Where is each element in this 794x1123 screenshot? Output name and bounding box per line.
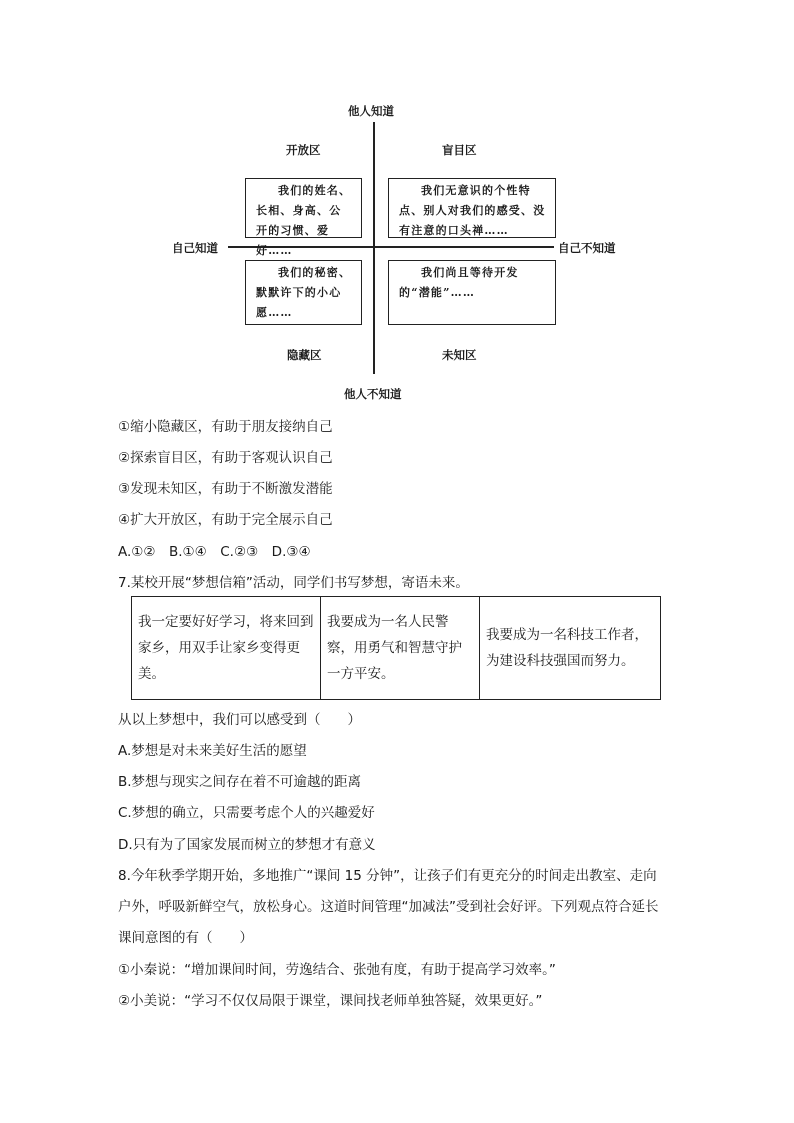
q8-stem-line-2: 户外，呼吸新鲜空气，放松身心。这道时间管理“加减法”受到社会好评。下列观点符合延长 [118,899,659,915]
open-zone-text: 我们的姓名、长相、身高、公开的习惯、爱好…… [256,184,352,257]
dreams-table [131,596,661,700]
q6-option-3: ③发现未知区，有助于不断激发潜能 [118,481,333,497]
axis-right-label: 自己不知道 [558,241,616,255]
q7-option-b: B.梦想与现实之间存在着不可逾越的距离 [118,774,362,790]
vertical-axis [373,122,375,374]
q7-stem: 7.某校开展“梦想信箱”活动，同学们书写梦想，寄语未来。 [118,575,469,591]
q6-option-2: ②探索盲目区，有助于客观认识自己 [118,450,333,466]
q6-option-1: ①缩小隐藏区，有助于朋友接纳自己 [118,419,333,435]
zone-unknown-label: 未知区 [442,348,477,362]
zone-open-label: 开放区 [286,143,321,157]
q7-option-d: D.只有为了国家发展而树立的梦想才有意义 [118,837,376,853]
hidden-zone-text: 我们的秘密、默默许下的小心愿…… [256,266,352,319]
q7-option-c: C.梦想的确立，只需要考虑个人的兴趣爱好 [118,805,375,821]
table-row [132,597,661,700]
axis-left-label: 自己知道 [172,241,218,255]
q8-stem-line-3: 课间意图的有（ ） [118,930,253,946]
zone-hidden-label: 隐藏区 [287,348,322,362]
q8-view-2: ②小美说：“学习不仅仅局限于课堂，课间找老师单独答疑，效果更好。” [118,993,543,1009]
axis-top-label: 他人知道 [348,104,394,118]
dream-cell-2: 我要成为一名人民警察，用勇气和智慧守护一方平安。 [321,597,480,700]
q7-question: 从以上梦想中，我们可以感受到（ ） [118,712,361,728]
dream-cell-3: 我要成为一名科技工作者，为建设科技强国而努力。 [480,597,661,700]
unknown-zone-text: 我们尚且等待开发的“潜能”…… [399,266,519,299]
q8-stem-line-1: 8.今年秋季学期开始，多地推广“课间 15 分钟”，让孩子们有更充分的时间走出教室、走向 [118,868,657,884]
axis-bottom-label: 他人不知道 [344,387,402,401]
zone-blind-label: 盲目区 [442,143,477,157]
blind-zone-box [388,178,556,238]
open-zone-box [245,178,362,257]
dream-cell-1: 我一定要好好学习，将来回到家乡，用双手让家乡变得更美。 [132,597,321,700]
blind-zone-text: 我们无意识的个性特点、别人对我们的感受、没有注意的口头禅…… [399,184,546,237]
q8-view-1: ①小秦说：“增加课间时间，劳逸结合、张弛有度，有助于提高学习效率。” [118,962,556,978]
unknown-zone-box [388,260,556,325]
q6-option-4: ④扩大开放区，有助于完全展示自己 [118,512,333,528]
q7-option-a: A.梦想是对未来美好生活的愿望 [118,743,307,759]
q6-choices: A.①② B.①④ C.②③ D.③④ [118,544,311,560]
hidden-zone-box [245,260,362,325]
